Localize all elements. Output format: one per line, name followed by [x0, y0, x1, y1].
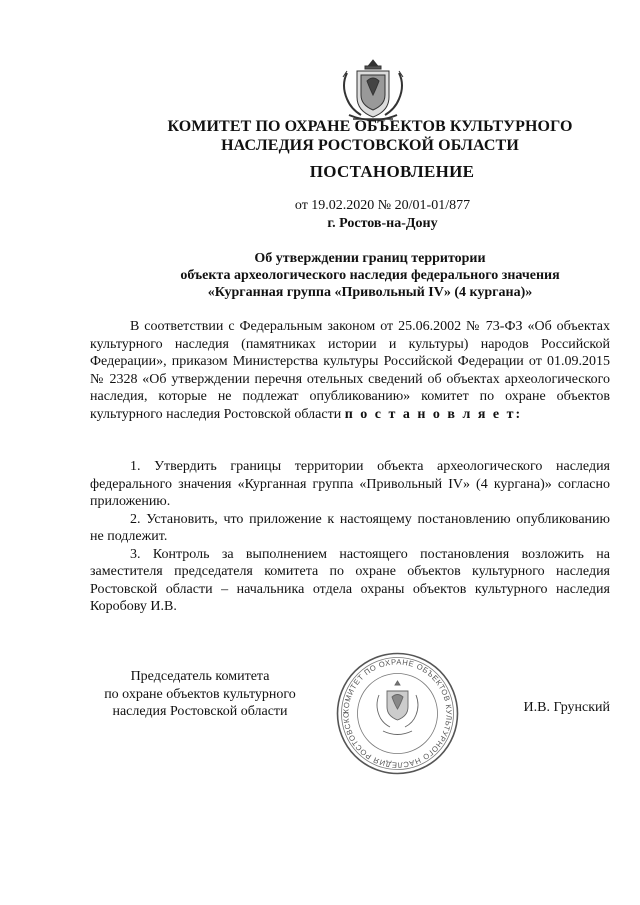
- signatory-position: [90, 668, 310, 721]
- document-date-number: от 19.02.2020 № 20/01-01/877: [294, 198, 471, 213]
- decision-item-1: 1. Утвердить границы территории объекта археологического наследия федерального значения «Курганная группа «Привольный IV» (4 кургана)» согласно приложению.: [90, 459, 610, 509]
- document-subject: [150, 250, 590, 301]
- signatory-position-line2: по охране объектов культурного: [104, 686, 296, 702]
- organization-name-line2: НАСЛЕДИЯ РОСТОВСКОЙ ОБЛАСТИ: [221, 137, 519, 154]
- organization-name: [150, 117, 590, 155]
- signatory-position-line3: наследия Ростовской области: [112, 704, 288, 719]
- subject-line2: объекта археологического наследия федерального значения: [180, 268, 560, 283]
- decision-items: [90, 458, 610, 616]
- preamble-text: В соответствии с Федеральным законом от 25.06.2002 № 73-ФЗ «Об объектах культурного наследия (памятниках истории и культуры) народов Российской Федерации», приказом Министерства культуры Российской Федерации от 01.09.2015 № 2328 «Об утверждении перечня отельных сведений об объектах археологического наследия, которые не подлежат опубликованию» комитет по охране объектов культурного наследия Ростовской области: [90, 319, 610, 422]
- preamble-paragraph: [90, 318, 610, 423]
- decision-item-3: 3. Контроль за выполнением настоящего постановления возложить на заместителя председателя комитета по охране объектов культурного наследия Ростовской области – начальника отдела охраны объектов культурного наследия Коробову И.В.: [90, 546, 610, 614]
- decision-item-2: 2. Установить, что приложение к настоящему постановлению опубликованию не подлежит.: [90, 511, 610, 544]
- document-city: г. Ростов-на-Дону: [327, 216, 438, 231]
- subject-line3: «Курганная группа «Привольный IV» (4 кургана)»: [207, 285, 533, 300]
- subject-line1: Об утверждении границ территории: [254, 251, 486, 266]
- signatory-position-line1: Председатель комитета: [130, 669, 270, 684]
- resolves-word: п о с т а н о в л я е т:: [344, 406, 523, 422]
- coat-of-arms-emblem: [335, 57, 411, 125]
- signatory-name: И.В. Грунский: [523, 700, 610, 715]
- seal-ring-text: КОМИТЕТ ПО ОХРАНЕ ОБЪЕКТОВ КУЛЬТУРНОГО НАСЛЕДИЯ РОСТОВСКО: [341, 657, 454, 770]
- document-type: ПОСТАНОВЛЕНИЕ: [309, 162, 475, 181]
- official-seal: [335, 651, 460, 776]
- organization-name-line1: КОМИТЕТ ПО ОХРАНЕ ОБЪЕКТОВ КУЛЬТУРНОГО: [167, 118, 573, 135]
